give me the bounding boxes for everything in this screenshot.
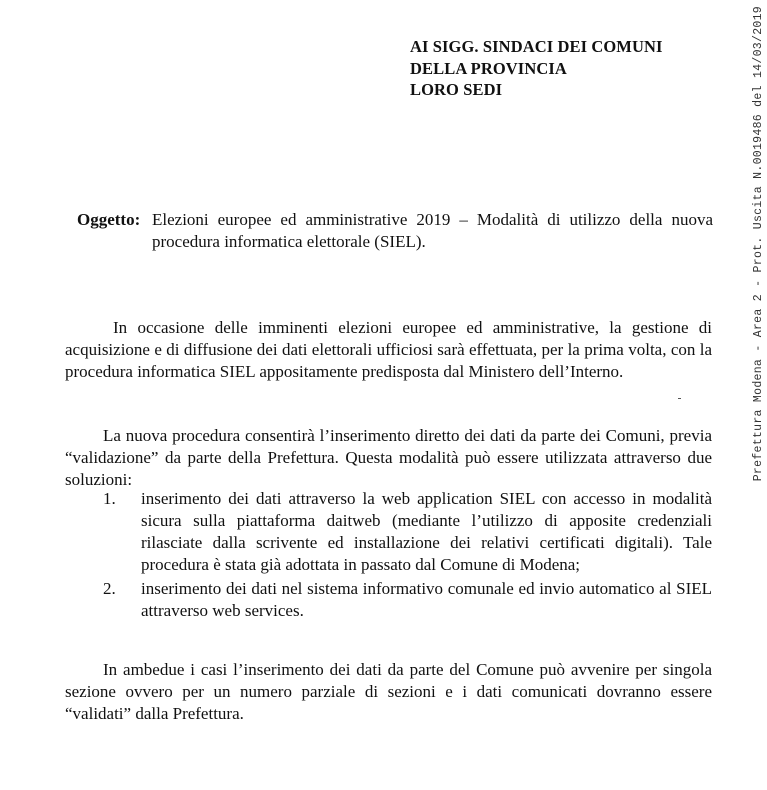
paragraph-procedure: La nuova procedura consentirà l’inserimento diretto dei dati da parte dei Comuni, previa “validazione” da parte della Prefettura. Questa modalità può essere utilizzata attraverso due soluzioni: (65, 426, 712, 489)
protocol-stamp: Prefettura Modena - Area 2 - Prot. Uscita N.0019486 del 14/03/2019 (752, 6, 765, 482)
list-item (65, 578, 712, 622)
addressee-line-2: DELLA PROVINCIA (410, 58, 567, 78)
subject-text: Elezioni europee ed amministrative 2019 – Modalità di utilizzo della nuova procedura informatica elettorale (SIEL). (152, 210, 713, 251)
paragraph-intro: In occasione delle imminenti elezioni europee ed amministrative, la gestione di acquisizione e di diffusione dei dati elettorali ufficiosi sarà effettuata, per la prima volta, con la procedura informatica SIEL appositamente predisposta dal Ministero dell’Interno. (65, 318, 712, 381)
addressee-line-1: AI SIGG. SINDACI DEI COMUNI (410, 37, 663, 56)
list-item-text: inserimento dei dati attraverso la web application SIEL con accesso in modalità sicura sulla piattaforma daitweb (mediante l’utilizzo di apposite credenziali rilasciate dalla scrivente ed installazione dei relativi certificati digitali). Tale procedura è stata già adottata in passato dal Comune di Modena; (141, 489, 712, 574)
solutions-list (65, 488, 712, 622)
paragraph-validation: In ambedue i casi l’inserimento dei dati da parte del Comune può avvenire per singola sezione ovvero per un numero parziale di sezioni e i dati comunicati dovranno essere “validati” dalla Prefettura. (65, 660, 712, 723)
stray-mark (678, 398, 681, 399)
subject-block (77, 209, 713, 253)
list-item-number: 1. (103, 489, 116, 508)
list-item-number: 2. (103, 579, 116, 598)
subject-label: Oggetto: (77, 210, 141, 229)
list-item (65, 488, 712, 576)
addressee-block (410, 36, 663, 101)
addressee-line-3: LORO SEDI (410, 80, 503, 99)
list-item-text: inserimento dei dati nel sistema informativo comunale ed invio automatico al SIEL attraverso web services. (141, 579, 712, 620)
